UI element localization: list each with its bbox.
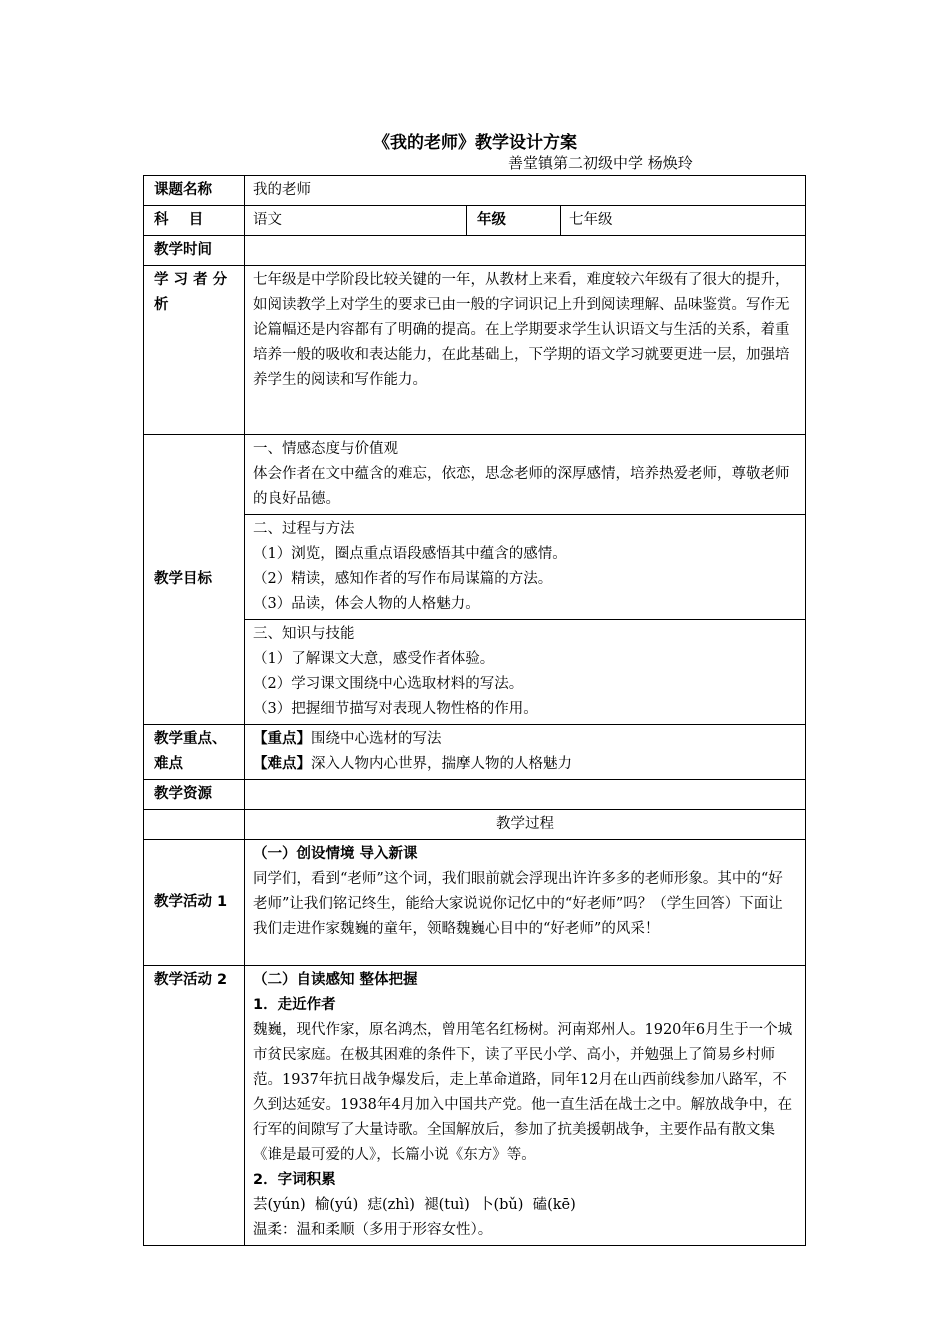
key-tag: 【重点】 xyxy=(253,731,311,747)
activity1-heading: （一）创设情境 导入新课 xyxy=(253,846,418,862)
activity1-label: 教学活动 1 xyxy=(144,840,245,966)
activity2-row xyxy=(144,966,806,1246)
time-row xyxy=(144,236,806,266)
learner-text: 七年级是中学阶段比较关键的一年，从教材上来看，难度较六年级有了很大的提升，如阅读教学上对学生的要求已由一般的字词识记上升到阅读理解、品味鉴赏。写作无论篇幅还是内容都有了明确的提高。在上学期要求学生认识语文与生活的关系，着重培养一般的吸收和表达能力，在此基础上，下学期的语文学习就要更进一层，加强培养学生的阅读和写作能力。 xyxy=(245,266,806,435)
activity1-cell xyxy=(245,840,806,966)
author-bio: 魏巍，现代作家，原名鸿杰，曾用笔名红杨树。河南郑州人。1920年6月生于一个城市贫民家庭。在极其困难的条件下，读了平民小学、高小，并勉强上了简易乡村师范。1937年抗日战争爆发后，走上革命道路，同年12月在山西前线参加八路军，不久到达延安。1938年4月加入中国共产党。他一直生活在战士之中。解放战争中，在行军的间隙写了大量诗歌。全国解放后，参加了抗美援朝战争，主要作品有散文集《谁是最可爱的人》，长篇小说《东方》等。 xyxy=(253,1022,793,1163)
goal2-item: （2）精读，感知作者的写作布局谋篇的方法。 xyxy=(253,571,553,587)
topic-label: 课题名称 xyxy=(144,176,245,206)
author-line: 善堂镇第二初级中学 杨焕玲 xyxy=(508,154,693,172)
activity1-text: 同学们，看到“老师”这个词，我们眼前就会浮现出许许多多的老师形象。其中的“好老师”让我们铭记终生，能给大家说说你记忆中的“好老师”吗？（学生回答）下面让我们走进作家魏巍的童年，领略魏巍心目中的“好老师”的风采！ xyxy=(253,871,783,937)
grade-value: 七年级 xyxy=(561,206,806,236)
goal2-cell xyxy=(245,515,806,620)
vocabulary-pinyin: 芸(yún) 榆(yú) 痣(zhì) 褪(tuì) 卜(bǔ) 磕(kē) xyxy=(253,1197,576,1213)
goal3-item: （1）了解课文大意，感受作者体验。 xyxy=(253,651,495,667)
resource-row xyxy=(144,780,806,810)
topic-value: 我的老师 xyxy=(245,176,806,206)
key-text: 围绕中心选材的写法 xyxy=(311,731,442,747)
goal3-title: 三、知识与技能 xyxy=(253,626,355,642)
document-title: 《我的老师》教学设计方案 xyxy=(373,133,577,153)
difficulty-text: 深入人物内心世界，揣摩人物的人格魅力 xyxy=(311,756,572,772)
activity2-subheading-words: 2．字词积累 xyxy=(253,1172,336,1188)
topic-row xyxy=(144,176,806,206)
key-cell xyxy=(245,725,806,780)
goal1-text: 体会作者在文中蕴含的难忘，依恋，思念老师的深厚感情，培养热爱老师，尊敬老师的良好品德。 xyxy=(253,466,790,507)
goal2-title: 二、过程与方法 xyxy=(253,521,355,537)
difficulty-tag: 【难点】 xyxy=(253,756,311,772)
learner-label: 学 习 者 分析 xyxy=(144,266,245,435)
goal1-row xyxy=(144,435,806,515)
goals-label: 教学目标 xyxy=(144,435,245,725)
learner-row xyxy=(144,266,806,435)
goal3-item: （2）学习课文围绕中心选取材料的写法。 xyxy=(253,676,524,692)
key-point xyxy=(253,727,797,752)
subject-label: 科 目 xyxy=(144,206,245,236)
process-header: 教学过程 xyxy=(245,810,806,840)
goal3-cell xyxy=(245,620,806,725)
activity2-subheading-author: 1．走近作者 xyxy=(253,997,336,1013)
time-label: 教学时间 xyxy=(144,236,245,266)
goal1-cell xyxy=(245,435,806,515)
activity2-heading: （二）自读感知 整体把握 xyxy=(253,972,418,988)
resource-label: 教学资源 xyxy=(144,780,245,810)
activity2-cell xyxy=(245,966,806,1246)
difficulty-point xyxy=(253,752,797,777)
subject-value: 语文 xyxy=(245,206,467,236)
activity1-row xyxy=(144,840,806,966)
process-header-row xyxy=(144,810,806,840)
lesson-plan-table xyxy=(143,175,806,1246)
goal2-item: （3）品读，体会人物的人格魅力。 xyxy=(253,596,480,612)
goal1-title: 一、情感态度与价值观 xyxy=(253,441,398,457)
goal3-item: （3）把握细节描写对表现人物性格的作用。 xyxy=(253,701,538,717)
resource-value xyxy=(245,780,806,810)
time-value xyxy=(245,236,806,266)
grade-label: 年级 xyxy=(467,206,561,236)
vocabulary-definition: 温柔：温和柔顺（多用于形容女性）。 xyxy=(253,1222,493,1238)
subject-row xyxy=(144,206,806,236)
process-header-blank xyxy=(144,810,245,840)
key-label: 教学重点、难点 xyxy=(144,725,245,780)
goal2-item: （1）浏览，圈点重点语段感悟其中蕴含的感情。 xyxy=(253,546,567,562)
key-row xyxy=(144,725,806,780)
activity2-label: 教学活动 2 xyxy=(144,966,245,1246)
